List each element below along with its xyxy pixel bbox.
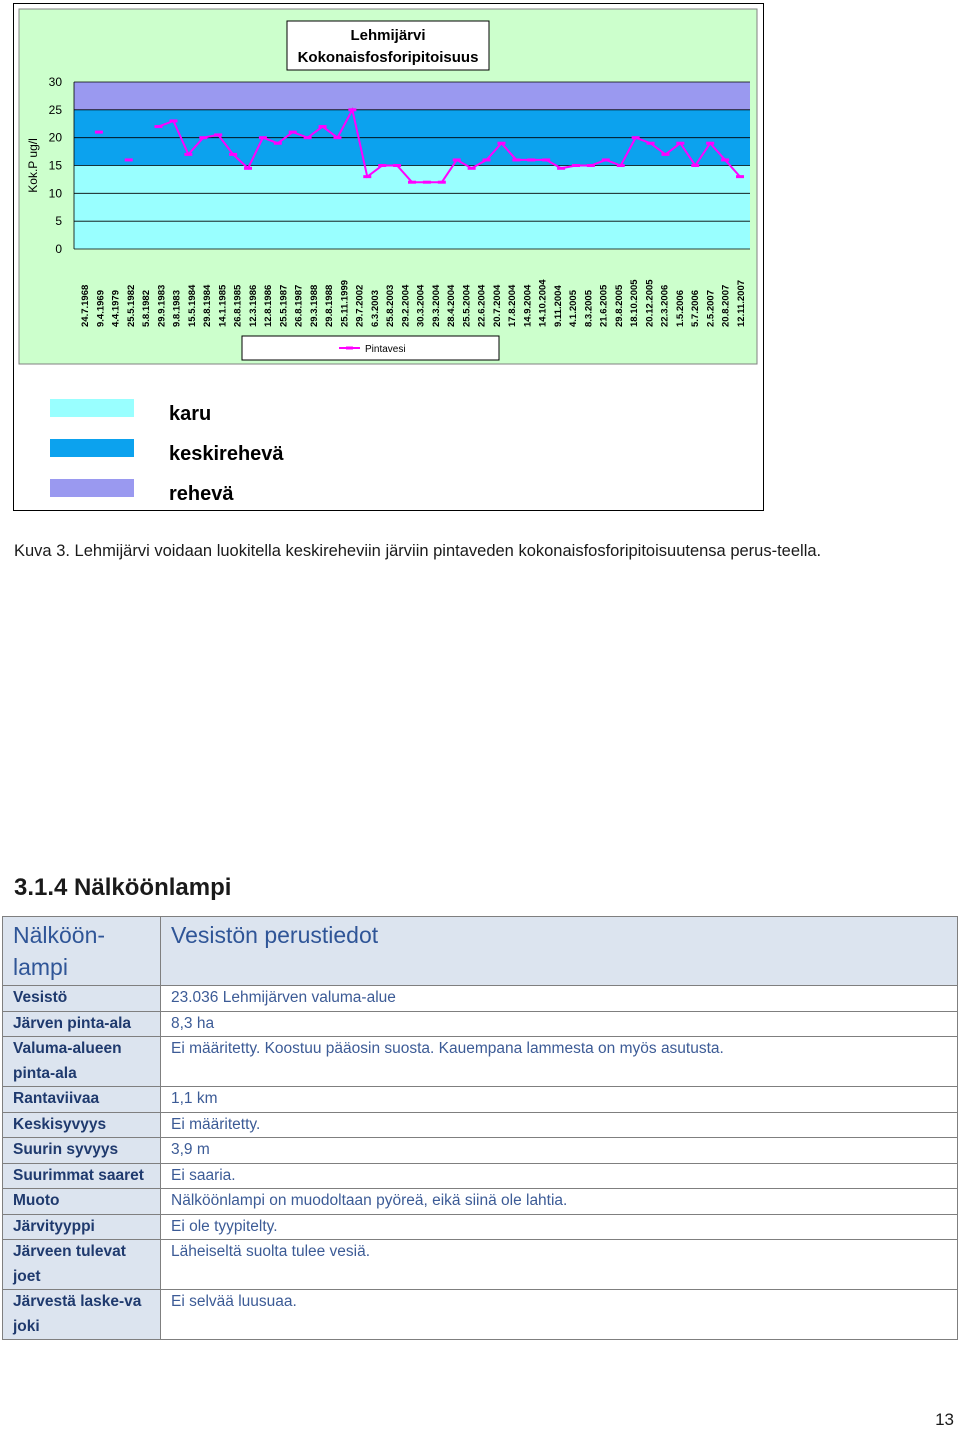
x-tick-label: 21.6.2005: [598, 284, 610, 327]
data-point: [378, 164, 386, 167]
data-point: [676, 142, 684, 145]
row-key: Muoto: [3, 1189, 161, 1215]
data-point: [736, 175, 744, 178]
data-point: [363, 175, 371, 178]
data-point: [602, 158, 610, 161]
data-point: [333, 136, 341, 139]
data-point: [438, 181, 446, 184]
data-point: [572, 164, 580, 167]
band-legend-label: karu: [169, 403, 212, 425]
row-value: Ei saaria.: [161, 1163, 958, 1189]
table-row: [3, 1290, 958, 1340]
y-tick-label: 25: [48, 102, 62, 117]
row-key: Rantaviivaa: [3, 1087, 161, 1113]
x-tick-label: 22.6.2004: [476, 284, 488, 327]
data-point: [95, 131, 103, 134]
series-legend-label: Pintavesi: [365, 344, 406, 355]
x-tick-label: 14.1.1985: [217, 284, 229, 327]
x-tick-label: 15.5.1984: [186, 284, 198, 327]
x-tick-label: 30.3.2004: [415, 284, 427, 327]
row-key: Keskisyvyys: [3, 1112, 161, 1138]
lake-info-table: [2, 916, 958, 1340]
band-legend-swatch: [50, 479, 134, 497]
figure-caption: Kuva 3. Lehmijärvi voidaan luokitella keskireheviin järviin pintaveden kokonaisfosforipitoisuutensa perus-teella.: [14, 542, 822, 560]
table-row: [3, 986, 958, 1012]
data-point: [527, 158, 535, 161]
band-legend-swatch: [50, 399, 134, 417]
data-point: [453, 158, 461, 161]
y-tick-label: 5: [55, 214, 62, 229]
data-point: [259, 136, 267, 139]
table-row: [3, 1189, 958, 1215]
row-key: Järvityyppi: [3, 1214, 161, 1240]
x-tick-label: 26.8.1985: [232, 284, 244, 327]
data-point: [229, 153, 237, 156]
band-legend-label: keskirehevä: [169, 443, 284, 465]
row-key: Järvestä laske-va joki: [3, 1290, 161, 1340]
row-key: Valuma-alueen pinta-ala: [3, 1037, 161, 1087]
chart-title-line2: Kokonaisfosforipitoisuus: [297, 49, 479, 66]
data-point: [244, 167, 252, 170]
x-tick-label: 25.5.1982: [125, 284, 137, 327]
row-value: Ei määritetty.: [161, 1112, 958, 1138]
data-point: [647, 142, 655, 145]
x-tick-label: 5.8.1982: [141, 290, 153, 327]
row-value: 3,9 m: [161, 1138, 958, 1164]
x-tick-label: 5.7.2006: [690, 290, 702, 327]
x-tick-label: 20.12.2005: [644, 279, 656, 327]
y-axis-label: Kok.P ug/l: [26, 138, 40, 193]
data-point: [483, 158, 491, 161]
row-value: Nälköönlampi on muodoltaan pyöreä, eikä siinä ole lahtia.: [161, 1189, 958, 1215]
table-row: [3, 1037, 958, 1087]
row-value: 8,3 ha: [161, 1011, 958, 1037]
table-header-lake: Nälköön-lampi: [3, 917, 161, 986]
x-tick-label: 22.3.2006: [659, 284, 671, 327]
x-tick-label: 8.3.2005: [583, 290, 595, 327]
data-point: [348, 108, 356, 111]
data-point: [274, 142, 282, 145]
data-point: [512, 158, 520, 161]
x-tick-label: 25.8.2003: [385, 284, 397, 327]
data-point: [408, 181, 416, 184]
data-point: [319, 125, 327, 128]
table-header-row: [3, 917, 958, 986]
x-tick-label: 9.4.1969: [95, 290, 107, 327]
band-legend-label: rehevä: [169, 483, 234, 505]
row-key: Vesistö: [3, 986, 161, 1012]
y-tick-label: 0: [55, 242, 62, 256]
row-key: Suurin syvyys: [3, 1138, 161, 1164]
x-tick-label: 29.8.2005: [613, 284, 625, 327]
table-row: [3, 1087, 958, 1113]
x-tick-label: 29.7.2002: [354, 284, 366, 327]
data-point: [393, 164, 401, 167]
x-tick-label: 29.9.1983: [156, 284, 168, 327]
row-value: Ei määritetty. Koostuu pääosin suosta. Kauempana lammesta on myös asutusta.: [161, 1037, 958, 1087]
data-point: [632, 136, 640, 139]
table-row: [3, 1138, 958, 1164]
page-number: 13: [935, 1410, 954, 1429]
data-point: [542, 158, 550, 161]
table-row: [3, 1240, 958, 1290]
x-tick-label: 29.3.2004: [430, 284, 442, 327]
data-point: [617, 164, 625, 167]
x-tick-label: 28.4.2004: [446, 284, 458, 327]
y-tick-label: 15: [48, 158, 62, 173]
x-tick-label: 17.8.2004: [507, 284, 519, 327]
x-tick-label: 12.11.2007: [736, 279, 747, 327]
series-legend-marker: [346, 347, 353, 350]
x-tick-label: 9.11.2004: [552, 285, 564, 327]
band-legend-swatch: [50, 439, 134, 457]
x-tick-label: 29.8.1988: [324, 284, 336, 327]
x-tick-label: 12.8.1986: [263, 284, 275, 327]
data-point: [184, 153, 192, 156]
x-tick-label: 1.5.2006: [674, 290, 686, 327]
row-value: Ei selvää luusuaa.: [161, 1290, 958, 1340]
x-tick-label: 25.11.1999: [339, 279, 351, 327]
data-point: [423, 181, 431, 184]
data-point: [468, 167, 476, 170]
x-tick-label: 24.7.1968: [80, 284, 91, 327]
table-row: [3, 1163, 958, 1189]
x-tick-label: 18.10.2005: [629, 279, 641, 327]
x-tick-label: 14.10.2004: [537, 279, 549, 327]
row-value: Läheiseltä suolta tulee vesiä.: [161, 1240, 958, 1290]
row-value: 23.036 Lehmijärven valuma-alue: [161, 986, 958, 1012]
x-tick-label: 4.4.1979: [110, 290, 122, 327]
data-point: [557, 167, 565, 170]
table-header-title: Vesistön perustiedot: [161, 917, 958, 986]
x-tick-label: 29.8.1984: [202, 284, 214, 327]
table-row: [3, 1112, 958, 1138]
data-point: [214, 133, 222, 136]
x-tick-label: 6.3.2003: [369, 290, 381, 327]
x-tick-label: 20.7.2004: [491, 284, 503, 327]
y-tick-label: 20: [48, 130, 62, 145]
data-point: [125, 158, 133, 161]
x-tick-label: 20.8.2007: [720, 284, 732, 327]
table-row: [3, 1214, 958, 1240]
row-key: Järven pinta-ala: [3, 1011, 161, 1037]
row-value: 1,1 km: [161, 1087, 958, 1113]
x-tick-label: 2.5.2007: [705, 290, 717, 327]
row-key: Järveen tulevat joet: [3, 1240, 161, 1290]
x-tick-label: 25.5.2004: [461, 284, 473, 327]
data-point: [661, 153, 669, 156]
row-key: Suurimmat saaret: [3, 1163, 161, 1189]
section-title: 3.1.4 Nälköönlampi: [14, 874, 232, 901]
table-row: [3, 1011, 958, 1037]
x-tick-label: 14.9.2004: [522, 284, 534, 327]
row-value: Ei ole tyypitelty.: [161, 1214, 958, 1240]
x-tick-label: 4.1.2005: [568, 290, 580, 327]
x-tick-label: 29.3.1988: [308, 284, 320, 327]
data-point: [691, 164, 699, 167]
x-tick-label: 9.8.1983: [171, 290, 183, 327]
x-tick-label: 25.5.1987: [278, 284, 290, 327]
data-point: [706, 142, 714, 145]
data-point: [155, 125, 163, 128]
x-tick-label: 12.3.1986: [247, 284, 259, 327]
chart-title-line1: Lehmijärvi: [350, 27, 426, 44]
data-point: [169, 119, 177, 122]
phosphorus-chart: [14, 4, 765, 512]
data-point: [199, 136, 207, 139]
x-tick-label: 29.2.2004: [400, 284, 412, 327]
y-tick-label: 30: [48, 75, 62, 89]
data-point: [289, 131, 297, 134]
figure-frame: [13, 3, 764, 511]
band-0: [74, 166, 750, 250]
data-point: [497, 142, 505, 145]
y-tick-label: 10: [48, 186, 62, 201]
data-point: [721, 158, 729, 161]
x-tick-label: 26.8.1987: [293, 284, 305, 327]
data-point: [304, 136, 312, 139]
band-2: [74, 82, 750, 110]
data-point: [587, 164, 595, 167]
